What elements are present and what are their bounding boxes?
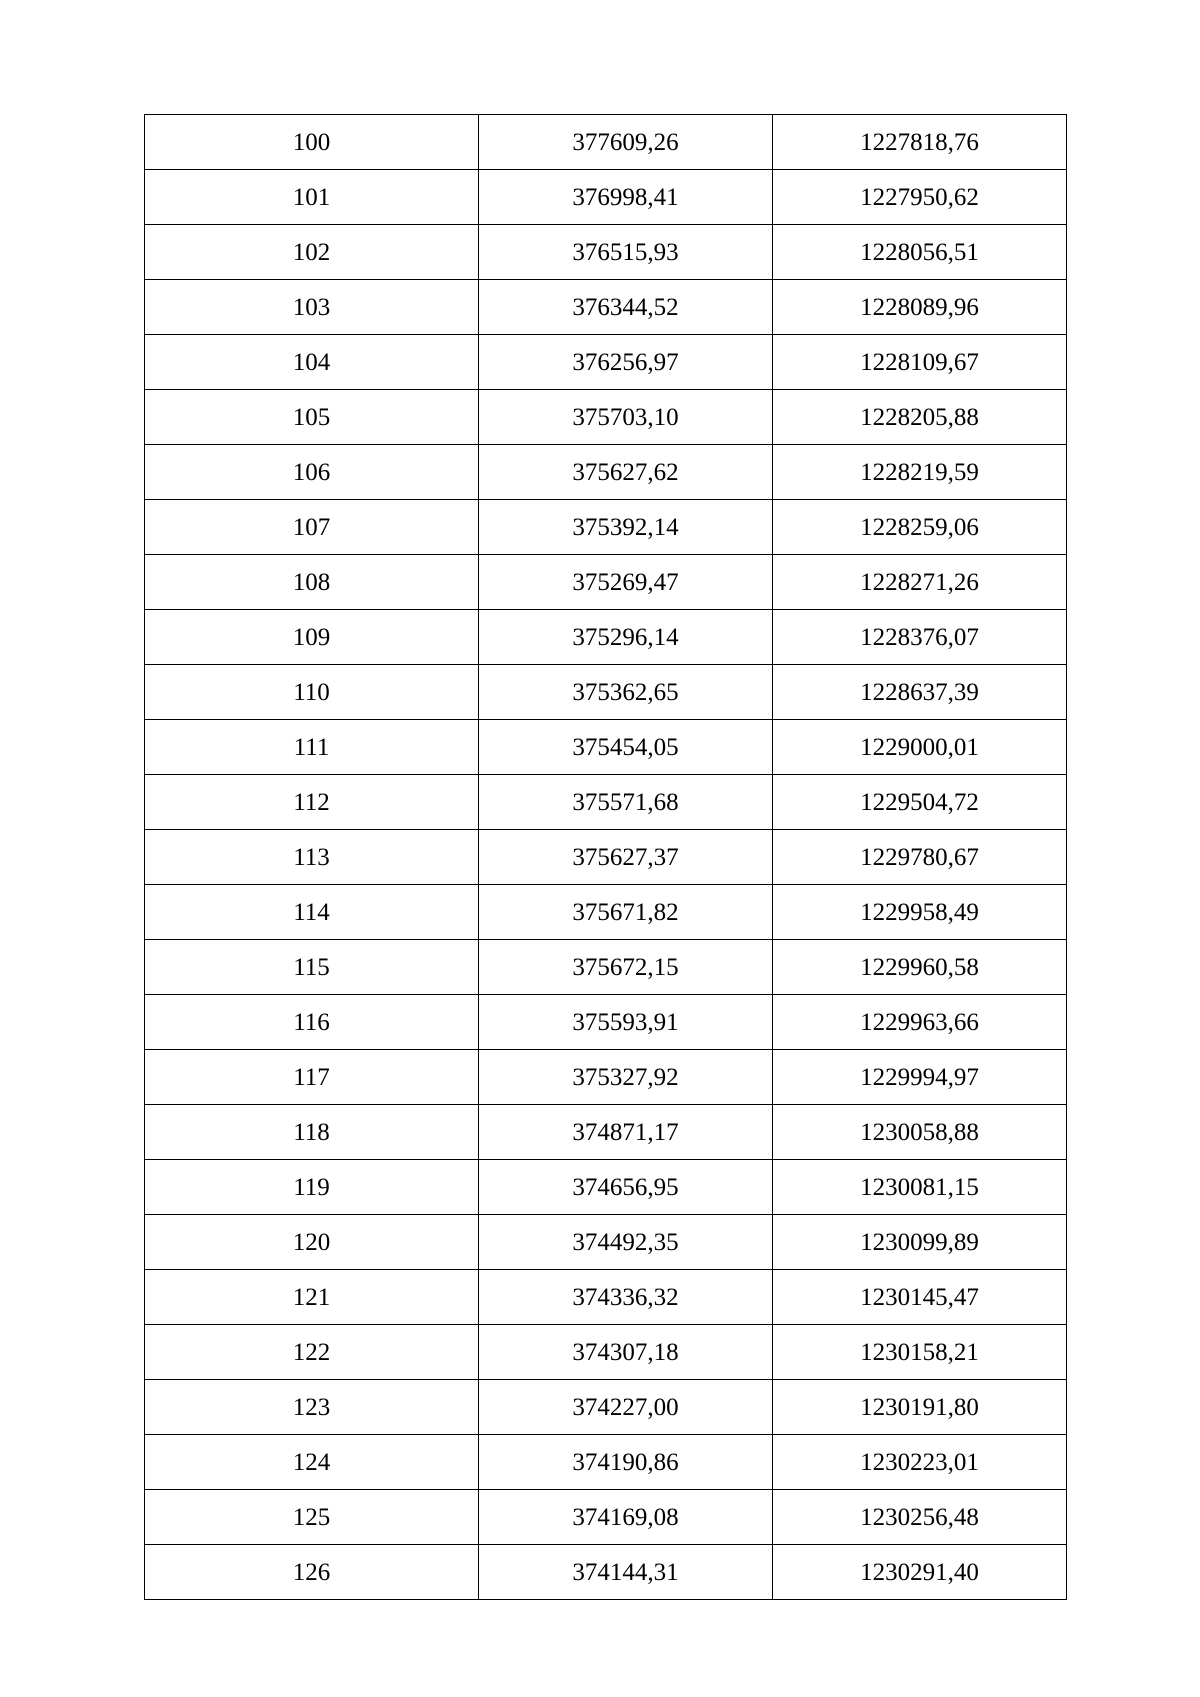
point-number-cell: 101 bbox=[145, 170, 479, 225]
y-coordinate-cell: 1230191,80 bbox=[773, 1380, 1067, 1435]
x-coordinate-cell: 375593,91 bbox=[479, 995, 773, 1050]
point-number-cell: 105 bbox=[145, 390, 479, 445]
point-number-cell: 126 bbox=[145, 1545, 479, 1600]
table-row bbox=[145, 830, 1067, 885]
table-row bbox=[145, 555, 1067, 610]
table-row bbox=[145, 225, 1067, 280]
point-number-cell: 117 bbox=[145, 1050, 479, 1105]
x-coordinate-cell: 375627,62 bbox=[479, 445, 773, 500]
y-coordinate-cell: 1228089,96 bbox=[773, 280, 1067, 335]
y-coordinate-cell: 1227950,62 bbox=[773, 170, 1067, 225]
table-row bbox=[145, 775, 1067, 830]
point-number-cell: 106 bbox=[145, 445, 479, 500]
x-coordinate-cell: 374871,17 bbox=[479, 1105, 773, 1160]
table-row bbox=[145, 885, 1067, 940]
point-number-cell: 107 bbox=[145, 500, 479, 555]
table-row bbox=[145, 115, 1067, 170]
table-row bbox=[145, 335, 1067, 390]
point-number-cell: 103 bbox=[145, 280, 479, 335]
table-row bbox=[145, 940, 1067, 995]
x-coordinate-cell: 375627,37 bbox=[479, 830, 773, 885]
y-coordinate-cell: 1230256,48 bbox=[773, 1490, 1067, 1545]
point-number-cell: 102 bbox=[145, 225, 479, 280]
point-number-cell: 124 bbox=[145, 1435, 479, 1490]
y-coordinate-cell: 1229960,58 bbox=[773, 940, 1067, 995]
x-coordinate-cell: 375703,10 bbox=[479, 390, 773, 445]
point-number-cell: 119 bbox=[145, 1160, 479, 1215]
point-number-cell: 112 bbox=[145, 775, 479, 830]
table-row bbox=[145, 665, 1067, 720]
y-coordinate-cell: 1228205,88 bbox=[773, 390, 1067, 445]
y-coordinate-cell: 1229963,66 bbox=[773, 995, 1067, 1050]
point-number-cell: 111 bbox=[145, 720, 479, 775]
x-coordinate-cell: 376256,97 bbox=[479, 335, 773, 390]
y-coordinate-cell: 1230158,21 bbox=[773, 1325, 1067, 1380]
x-coordinate-cell: 374144,31 bbox=[479, 1545, 773, 1600]
table-row bbox=[145, 995, 1067, 1050]
table-row bbox=[145, 1215, 1067, 1270]
x-coordinate-cell: 376515,93 bbox=[479, 225, 773, 280]
x-coordinate-cell: 374227,00 bbox=[479, 1380, 773, 1435]
table-row bbox=[145, 610, 1067, 665]
y-coordinate-cell: 1229000,01 bbox=[773, 720, 1067, 775]
table-row bbox=[145, 720, 1067, 775]
table-row bbox=[145, 280, 1067, 335]
point-number-cell: 122 bbox=[145, 1325, 479, 1380]
point-number-cell: 108 bbox=[145, 555, 479, 610]
y-coordinate-cell: 1230058,88 bbox=[773, 1105, 1067, 1160]
x-coordinate-cell: 374190,86 bbox=[479, 1435, 773, 1490]
table-row bbox=[145, 1435, 1067, 1490]
y-coordinate-cell: 1229504,72 bbox=[773, 775, 1067, 830]
y-coordinate-cell: 1228637,39 bbox=[773, 665, 1067, 720]
x-coordinate-cell: 375269,47 bbox=[479, 555, 773, 610]
point-number-cell: 121 bbox=[145, 1270, 479, 1325]
x-coordinate-cell: 375327,92 bbox=[479, 1050, 773, 1105]
x-coordinate-cell: 375296,14 bbox=[479, 610, 773, 665]
x-coordinate-cell: 375392,14 bbox=[479, 500, 773, 555]
y-coordinate-cell: 1228259,06 bbox=[773, 500, 1067, 555]
y-coordinate-cell: 1228219,59 bbox=[773, 445, 1067, 500]
x-coordinate-cell: 374336,32 bbox=[479, 1270, 773, 1325]
table-row bbox=[145, 1490, 1067, 1545]
y-coordinate-cell: 1230099,89 bbox=[773, 1215, 1067, 1270]
table-row bbox=[145, 1050, 1067, 1105]
point-number-cell: 116 bbox=[145, 995, 479, 1050]
y-coordinate-cell: 1227818,76 bbox=[773, 115, 1067, 170]
x-coordinate-cell: 374492,35 bbox=[479, 1215, 773, 1270]
y-coordinate-cell: 1230291,40 bbox=[773, 1545, 1067, 1600]
table-row bbox=[145, 1380, 1067, 1435]
y-coordinate-cell: 1230081,15 bbox=[773, 1160, 1067, 1215]
y-coordinate-cell: 1229958,49 bbox=[773, 885, 1067, 940]
table-row bbox=[145, 390, 1067, 445]
x-coordinate-cell: 375672,15 bbox=[479, 940, 773, 995]
x-coordinate-cell: 375454,05 bbox=[479, 720, 773, 775]
y-coordinate-cell: 1230223,01 bbox=[773, 1435, 1067, 1490]
point-number-cell: 100 bbox=[145, 115, 479, 170]
y-coordinate-cell: 1229994,97 bbox=[773, 1050, 1067, 1105]
table-row bbox=[145, 170, 1067, 225]
point-number-cell: 125 bbox=[145, 1490, 479, 1545]
point-number-cell: 110 bbox=[145, 665, 479, 720]
table-row bbox=[145, 1160, 1067, 1215]
point-number-cell: 115 bbox=[145, 940, 479, 995]
table-row bbox=[145, 1545, 1067, 1600]
x-coordinate-cell: 375571,68 bbox=[479, 775, 773, 830]
y-coordinate-cell: 1228056,51 bbox=[773, 225, 1067, 280]
point-number-cell: 109 bbox=[145, 610, 479, 665]
coordinates-table-body bbox=[145, 115, 1067, 1600]
x-coordinate-cell: 375671,82 bbox=[479, 885, 773, 940]
x-coordinate-cell: 374169,08 bbox=[479, 1490, 773, 1545]
y-coordinate-cell: 1230145,47 bbox=[773, 1270, 1067, 1325]
table-row bbox=[145, 500, 1067, 555]
y-coordinate-cell: 1228376,07 bbox=[773, 610, 1067, 665]
table-row bbox=[145, 1270, 1067, 1325]
point-number-cell: 123 bbox=[145, 1380, 479, 1435]
point-number-cell: 113 bbox=[145, 830, 479, 885]
point-number-cell: 120 bbox=[145, 1215, 479, 1270]
table-row bbox=[145, 445, 1067, 500]
point-number-cell: 104 bbox=[145, 335, 479, 390]
point-number-cell: 118 bbox=[145, 1105, 479, 1160]
x-coordinate-cell: 376998,41 bbox=[479, 170, 773, 225]
point-number-cell: 114 bbox=[145, 885, 479, 940]
x-coordinate-cell: 374307,18 bbox=[479, 1325, 773, 1380]
x-coordinate-cell: 377609,26 bbox=[479, 115, 773, 170]
y-coordinate-cell: 1228271,26 bbox=[773, 555, 1067, 610]
x-coordinate-cell: 374656,95 bbox=[479, 1160, 773, 1215]
table-row bbox=[145, 1325, 1067, 1380]
x-coordinate-cell: 376344,52 bbox=[479, 280, 773, 335]
table-row bbox=[145, 1105, 1067, 1160]
x-coordinate-cell: 375362,65 bbox=[479, 665, 773, 720]
y-coordinate-cell: 1228109,67 bbox=[773, 335, 1067, 390]
coordinates-table bbox=[144, 114, 1067, 1600]
y-coordinate-cell: 1229780,67 bbox=[773, 830, 1067, 885]
